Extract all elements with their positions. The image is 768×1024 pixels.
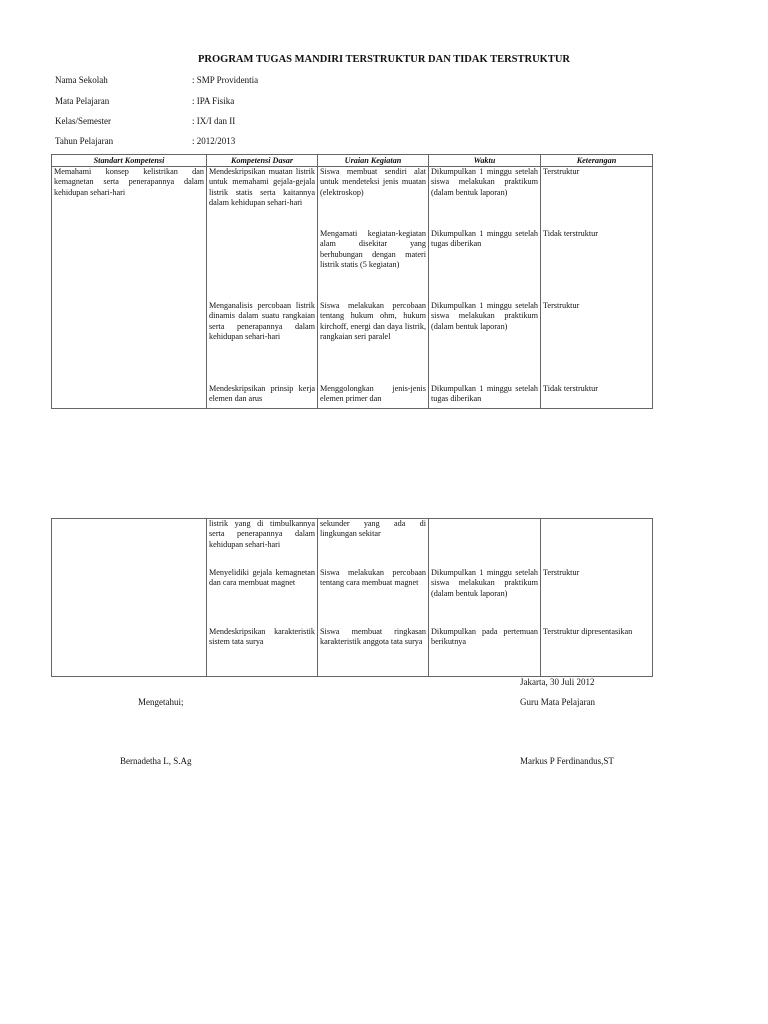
info-label-subject: Mata Pelajaran <box>55 96 110 106</box>
table-row <box>52 519 653 677</box>
teacher-name: Markus P Ferdinandus,ST <box>520 756 614 766</box>
info-value-school: : SMP Providentia <box>192 75 259 85</box>
approver-name: Bernadetha L, S.Ag <box>120 756 192 766</box>
kd-kemagnetan: Menyelidiki gejala kemagnetan dan cara membuat magnet <box>209 568 315 588</box>
keterangan-2: Tidak terstruktur <box>543 229 598 238</box>
uk-ringkasan-tata-surya: Siswa membuat ringkasan karakteristik anggota tata surya <box>320 627 426 647</box>
kd-listrik-dinamis: Menganalisis percobaan listrik dinamis dalam suatu rangkaian serta penerapannya dalam kehidupan sehari-hari <box>209 301 315 342</box>
keterangan-3: Terstruktur <box>543 301 580 310</box>
waktu-2: Dikumpulkan 1 minggu setelah tugas diberikan <box>431 229 538 249</box>
place-date: Jakarta, 30 Juli 2012 <box>520 677 595 687</box>
keterangan-5: Terstruktur <box>543 568 580 577</box>
kd-tata-surya: Mendeskripsikan karakteristik sistem tata surya <box>209 627 315 647</box>
header-uraian-kegiatan: Uraian Kegiatan <box>318 155 429 167</box>
keterangan-spacer <box>543 519 650 568</box>
approval-label: Mengetahui; <box>138 697 184 707</box>
waktu-5: Dikumpulkan 1 minggu setelah siswa melakukan praktikum (dalam bentuk laporan) <box>431 568 538 598</box>
kd-elemen-arus: Mendeskripsikan prinsip kerja elemen dan arus <box>209 384 315 404</box>
uk-elemen-sekunder: sekunder yang ada di lingkungan sekitar <box>320 519 426 539</box>
table-row <box>52 167 653 409</box>
info-value-class: : IX/I dan II <box>192 116 236 126</box>
document-title: PROGRAM TUGAS MANDIRI TERSTRUKTUR DAN TIDAK TERSTRUKTUR <box>197 54 571 65</box>
info-label-year: Tahun Pelajaran <box>55 136 114 146</box>
program-table-page2 <box>51 518 653 677</box>
keterangan-6: Terstruktur dipresentasikan <box>543 627 633 636</box>
uraian-kegiatan-cell <box>318 167 429 409</box>
keterangan-cell <box>541 167 653 409</box>
info-value-year: : 2012/2013 <box>192 136 236 146</box>
header-keterangan: Keterangan <box>541 155 653 167</box>
uk-membuat-magnet: Siswa melakukan percobaan tentang cara membuat magnet <box>320 568 426 588</box>
info-label-class: Kelas/Semester <box>55 116 111 126</box>
uk-hukum-ohm: Siswa melakukan percobaan tentang hukum ohm, hukum kirchoff, energi dan daya listrik, rangkaian seri paralel <box>320 301 426 342</box>
uk-listrik-statis: Mengamati kegiatan-kegiatan alam disekitar yang berhubungan dengan materi listrik statis (5 kegiatan) <box>320 229 426 270</box>
standar-kompetensi-cell-cont <box>52 519 207 677</box>
uraian-kegiatan-cell-cont <box>318 519 429 677</box>
keterangan-1: Terstruktur <box>543 167 580 176</box>
keterangan-cell-cont <box>541 519 653 677</box>
standar-kompetensi-cell <box>52 167 207 409</box>
kd-elemen-arus-cont: listrik yang di timbulkannya serta penerapannya dalam kehidupan sehari-hari <box>209 519 315 549</box>
uk-elektroskop: Siswa membuat sendiri alat untuk mendeteksi jenis muatan (elektroskop) <box>320 167 426 197</box>
info-value-subject: : IPA Fisika <box>192 96 235 106</box>
header-standar-kompetensi: Standart Kompetensi <box>52 155 207 167</box>
keterangan-4: Tidak terstruktur <box>543 384 598 393</box>
waktu-3: Dikumpulkan 1 minggu setelah siswa melakukan praktikum (dalam bentuk laporan) <box>431 301 538 331</box>
header-kompetensi-dasar: Kompetensi Dasar <box>207 155 318 167</box>
waktu-4: Dikumpulkan 1 minggu setelah tugas diberikan <box>431 384 538 404</box>
info-label-school: Nama Sekolah <box>55 75 108 85</box>
kompetensi-dasar-cell-cont <box>207 519 318 677</box>
uk-elemen-primer: Menggolongkan jenis-jenis elemen primer dan <box>320 384 426 404</box>
waktu-cell <box>429 167 541 409</box>
program-table-page1 <box>51 154 653 409</box>
kompetensi-dasar-cell <box>207 167 318 409</box>
waktu-6: Dikumpulkan pada pertemuan berikutnya <box>431 627 538 647</box>
table-header-row <box>52 155 653 167</box>
standar-kompetensi-text: Memahami konsep kelistrikan dan kemagnetan serta penerapannya dalam kehidupan sehari-hari <box>54 167 204 197</box>
header-waktu: Waktu <box>429 155 541 167</box>
waktu-1: Dikumpulkan 1 minggu setelah siswa melakukan praktikum (dalam bentuk laporan) <box>431 167 538 197</box>
waktu-spacer <box>431 519 538 568</box>
teacher-title: Guru Mata Pelajaran <box>520 697 595 707</box>
waktu-cell-cont <box>429 519 541 677</box>
kd-muatan-listrik: Mendeskripsikan muatan listrik untuk memahami gejala-gejala listrik statis serta kaitannya dalam kehidupan sehari-hari <box>209 167 315 208</box>
